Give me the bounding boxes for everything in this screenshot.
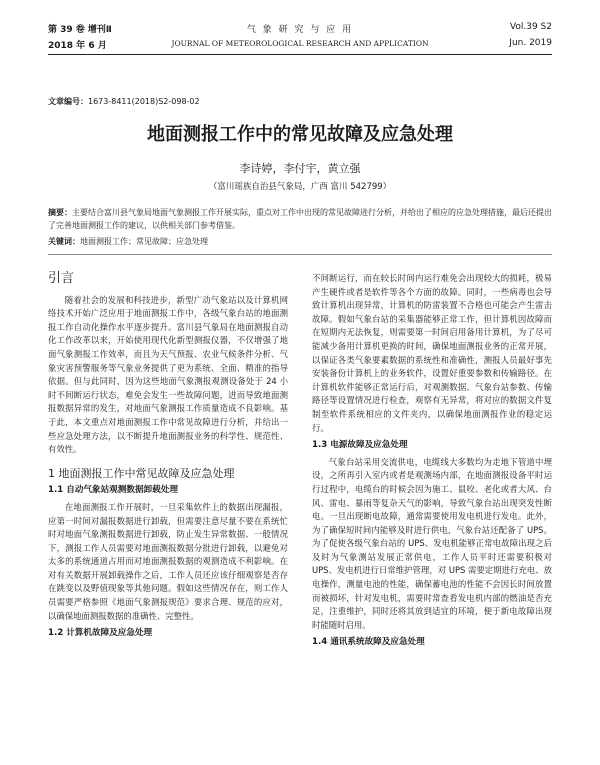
- abstract-text: 主要结合富川县气象局地面气象测报工作开展实际，重点对工作中出现的常见故障进行分析，并给出了相应的应急处理措施，最后还提出了完善地面测报工作的建议，以供相关部门参考借鉴。: [48, 208, 552, 230]
- header-volume-en: Vol.39 S2: [509, 22, 552, 32]
- article-number-label: 文章编号：: [48, 97, 88, 106]
- body-column-left: [48, 268, 288, 644]
- article-number-value: 1673-8411(2018)S2-098-02: [88, 97, 200, 106]
- keywords: [48, 236, 552, 247]
- intro-heading: 引言: [48, 271, 75, 286]
- header-journal-en: JOURNAL OF METEOROLOGICAL RESEARCH AND APPLICATION: [171, 39, 429, 48]
- body-column-right: [312, 272, 552, 653]
- abstract-divider: [48, 254, 552, 255]
- header-volume: 第 39 卷 增刊Ⅱ: [48, 25, 112, 35]
- header-divider: [48, 54, 552, 55]
- section-1-2-paragraph: 不间断运行，而在较长时间内运行难免会出现较大的损耗，极易产生硬件或者是软件等各个方面的故障。同时，一些病毒也会导致计算机出现异常，计算机的防雷装置不合格也可能会产生雷击故障。假如气象台站的采集器能够正常工作，但计算机因故障而在短期内无法恢复，则需要第一时间启用备用计算机，为了尽可能减少备用计算机更换的时间，确保地面测报业务的正常开展，以保证各类气象要素数据的系统性和准确性，测报人员最好事先安装备份计算机上的业务软件，设置好重要参数和传输路径。在计算机软件能够正常运行后，对观测数据、气象台站参数、传输路径等设置情况进行检查，观察有无异常，将对应的数据文件复制至软件系统相应的文件夹内，以确保地面测报作业的稳定运行。: [312, 273, 552, 433]
- header-date-cn: 2018 年 6 月: [48, 41, 107, 51]
- section-1-heading: 1 地面测报工作中常见故障及应急处理: [48, 466, 235, 480]
- section-1-1-paragraph: 在地面测报工作开展时，一旦采集软件上的数据出现漏报，应第一时间对漏报数据进行卸载，但需要注意尽量不要在系统忙时对地面气象测报数据进行卸载，防止发生异常数据、一般情况下，测报工作人员需要对地面测报数据分批进行卸载，以避免对太多的系统通道占用而对地面测报数据的观测造成不利影响。在对有关数据开展卸载操作之后，工作人员还应该仔细观察是否存在跳变以及野值现象等其他问题。假如这些情况存在，则工作人员需要严格参照《地面气象测报规范》要求合理、规范的应对，以确保地面测报数据的准确性、完整性。: [48, 501, 288, 621]
- header-date-en: Jun. 2019: [509, 38, 552, 48]
- intro-paragraph: 随着社会的发展和科技进步，新型广动气象站以及计算机网络技术开始广泛应用于地面测报工作中，各级气象台站的地面测报工作自动化操作水平逐步提升。富川县气象局在地面测报自动化工作改革以来，开始使用现代化新型测报仪器，不仅增强了地面气象测报工作效率，而且为天气预报、农业气候条件分析、气象灾害预警服务等气象业务提供了更为系统、全面、精准的指导依据。但与此同时，因为这些地面气象测报观测设备处于 24 小时不间断运行状态，难免会发生一些故障问题，进而导致地面测报数据异常的发生，对地面气象测报工作质量造成不良影响。基于此，本文重点对地面测报工作中常见故障进行分析，并给出一些应急处理方法，以不断提升地面测报业务的科学性、规范性、有效性。: [48, 294, 288, 455]
- article-authors: 李诗婷，李付宇，黄立强: [239, 162, 361, 175]
- section-1-2-heading: 1.2 计算机故障及应急处理: [48, 628, 153, 639]
- article-title: 地面测报工作中的常见故障及应急处理: [147, 124, 453, 145]
- abstract: [48, 206, 552, 232]
- article-affiliation: （富川瑶族自治县气象局，广西 富川 542799）: [208, 182, 392, 192]
- section-1-3-heading: 1.3 电源故障及应急处理: [312, 440, 408, 451]
- section-1-3-paragraph: 气象台站采用交流供电，电缆线大多数均为走地下管道中埋设，之所再引入室内或者是观测场内部，在地面测报设备平时运行过程中，电缆台的时候会因为施工、鼠咬、老化或者大风、台风、雷电、暴雨等复杂天气的影响，导致气象台站出现突发性断电。一旦出现断电故障，通常需要使用发电机进行发电。此外，为了确保短时间内能够及时进行供电，气象台站还配备了 UPS。为了促使各级气象台站的 UPS、发电机能够正常电故障出现之后及时为气象测站发展正常供电，工作人员平时还需要积极对 UPS、发电机进行日常维护管理，对 UPS 需要定期进行充电、放电操作，测量电池的性能，确保蓄电池的性能不会因长时间放置而被损坏，针对发电机，需要时常查看发电机内部的燃油是否充足，注重维护，同时还将其放到适宜的环境，便于新电故障出现时能随时启用。: [312, 456, 552, 630]
- section-1-1-heading: 1.1 自动气象站观测数据卸载处理: [48, 485, 178, 496]
- abstract-label: 摘要：: [48, 208, 72, 217]
- header-journal-cn: 气 象 研 究 与 应 用: [246, 25, 354, 35]
- article-number: [48, 96, 200, 107]
- section-1-4-heading: 1.4 通讯系统故障及应急处理: [312, 637, 425, 648]
- keywords-label: 关键词：: [48, 237, 80, 246]
- keywords-text: 地面测报工作；常见故障；应急处理: [80, 237, 208, 246]
